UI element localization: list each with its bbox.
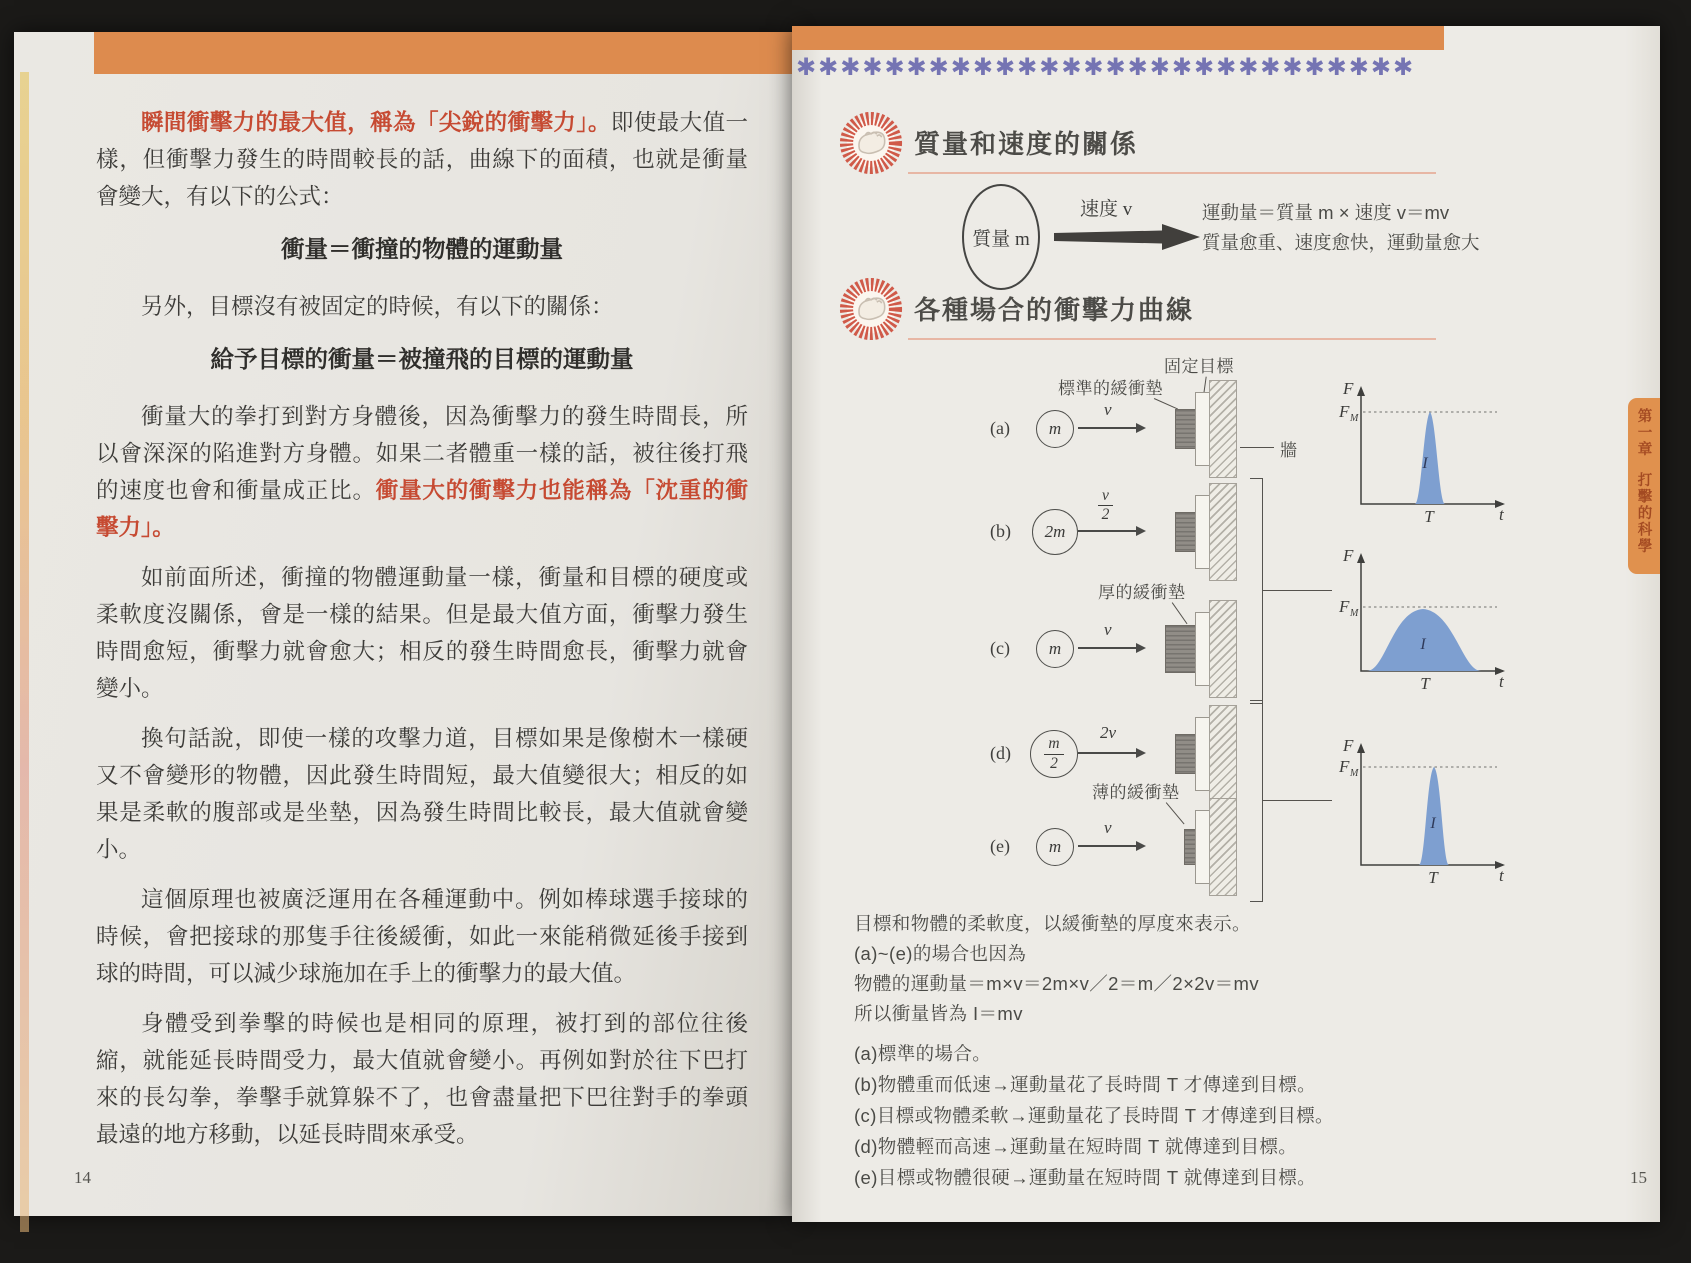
- momentum-arrow-icon: [1054, 224, 1200, 250]
- mass-circle-diagram: 質量 m: [962, 184, 1040, 290]
- speed-label: v: [1104, 400, 1112, 419]
- page-edge-color-strip: [20, 72, 29, 1232]
- speed-label: 2v: [1100, 723, 1117, 742]
- diagram-note-line3: 物體的運動量＝m×v＝2m×v／2＝m／2×2v＝mv: [854, 973, 1260, 994]
- highlight-heavy-impact-force: 衝量大的衝擊力也能稱為「沈重的衝擊力」。: [96, 478, 748, 540]
- left-page-body: [96, 104, 748, 1166]
- axis-label-F: F: [1343, 736, 1354, 755]
- wall-hatch: [1209, 600, 1237, 698]
- axis-label-F: F: [1343, 546, 1354, 565]
- case-label: (c): [990, 638, 1010, 658]
- fraction-numerator: v: [1098, 488, 1113, 506]
- momentum-formula-line2: 質量愈重、速度愈快，運動量愈大: [1202, 232, 1480, 253]
- top-orange-band-left: [94, 32, 792, 74]
- axis-label-FM: F: [1339, 402, 1350, 421]
- paragraph-boxing-application: 身體受到拳擊的時候也是相同的原理，被打到的部位往後縮，就能延長時間受力，最大值就會變小。再例如對於往下巴打來的長勾拳，拳擊手就算躲不了，也會盡量把下巴往對手的拳頭最遠的地方移動，以延長時間來承受。: [96, 1011, 748, 1147]
- cushion-standard: [1175, 734, 1197, 774]
- axis-label-FM: F: [1339, 757, 1350, 776]
- chapter-tab-number: 第一章: [1635, 408, 1652, 458]
- case-label: (b): [990, 521, 1011, 541]
- case-label: (d): [990, 743, 1011, 763]
- axis-label-FM: F: [1339, 597, 1350, 616]
- paragraph-sports-application: 這個原理也被廣泛運用在各種運動中。例如棒球選手接球的時候，會把接球的那隻手往後緩衝，如此一來能稍微延後手接到球的時間，可以減少球施加在手上的衝擊力的最大值。: [96, 887, 748, 986]
- page-number-right: 15: [1630, 1168, 1647, 1187]
- speed-label: v: [1104, 818, 1112, 837]
- fixed-target-label: 固定目標: [1164, 357, 1234, 376]
- mass-circle: m: [1036, 410, 1074, 448]
- top-orange-band-right: [792, 26, 1444, 50]
- fist-badge-icon: [838, 276, 904, 342]
- duration-label-T: T: [1428, 868, 1438, 887]
- mass-circle: 2m: [1032, 509, 1078, 555]
- star-border: ✱✱✱✱✱✱✱✱✱✱✱✱✱✱✱✱✱✱✱✱✱✱✱✱✱✱✱✱: [796, 53, 1416, 81]
- paragraph-text: 即使最大值一樣，但衝擊力發生的時間較長的話，曲線下的面積，也就是衝量會變大，有以下的公式：: [96, 110, 748, 209]
- velocity-arrow-label: 速度 v: [1080, 199, 1133, 220]
- diagram-note-line2: (a)~(e)的場合也因為: [854, 943, 1027, 964]
- cushion-thick: [1165, 625, 1197, 673]
- velocity-arrow-icon: [1078, 530, 1144, 532]
- area-label-I: I: [1420, 636, 1426, 653]
- legend-line-c: (c)目標或物體柔軟→運動量花了長時間 T 才傳達到目標。: [854, 1105, 1334, 1126]
- formula-impulse-momentum: 衝量＝衝撞的物體的運動量: [281, 237, 563, 263]
- momentum-formula-line1: 運動量＝質量 m × 速度 v＝mv: [1202, 202, 1450, 223]
- fraction-denominator: 2: [1050, 754, 1058, 772]
- momentum-formula: [1202, 198, 1480, 258]
- wall-hatch: [1209, 798, 1237, 896]
- wall-hatch: [1209, 380, 1237, 478]
- standard-cushion-label: 標準的緩衝墊: [1058, 379, 1163, 398]
- force-time-graph-a: [1337, 376, 1512, 536]
- pointer-line: [1171, 602, 1187, 624]
- fraction-numerator: m: [1044, 736, 1063, 754]
- case-label: (a): [990, 418, 1010, 438]
- case-label: (e): [990, 836, 1010, 856]
- legend-line-d: (d)物體輕而高速→運動量在短時間 T 就傳達到目標。: [854, 1136, 1298, 1157]
- force-time-graph-bc: [1337, 541, 1512, 703]
- bracket-connector: [1262, 800, 1332, 801]
- cushion-standard: [1175, 512, 1197, 552]
- force-time-graph-de: [1337, 733, 1512, 895]
- mass-circle: m: [1036, 828, 1074, 866]
- axis-label-t: t: [1499, 505, 1504, 524]
- fraction-denominator: 2: [1101, 506, 1110, 524]
- legend-line-b: (b)物體重而低速→運動量花了長時間 T 才傳達到目標。: [854, 1074, 1317, 1095]
- section-title-impact-curves: 各種場合的衝擊力曲線: [914, 295, 1195, 325]
- thick-cushion-label: 厚的緩衝墊: [1098, 583, 1186, 602]
- paragraph-duration-vs-peak: 如前面所述，衝撞的物體運動量一樣，衝量和目標的硬度或柔軟度沒關係，會是一樣的結果。但是最大值方面，衝擊力發生時間愈短，衝擊力就會愈大；相反的發生時間愈長，衝擊力就會變小。: [96, 565, 748, 701]
- axis-label-FM-sub: M: [1350, 768, 1359, 779]
- paragraph-text: 衝量大的拳打到對方身體後，因為衝擊力的發生時間長，所以會深深的陷進對方身體。如果二者體重一樣的話，被往後打飛的速度也會和衝量成正比。: [96, 404, 748, 503]
- velocity-arrow-icon: [1078, 752, 1144, 754]
- section-underline: [908, 338, 1436, 340]
- legend-line-e: (e)目標或物體很硬→運動量在短時間 T 就傳達到目標。: [854, 1167, 1317, 1188]
- page-number-left: 14: [74, 1168, 91, 1187]
- velocity-arrow-icon: [1078, 647, 1144, 649]
- axis-label-FM-sub: M: [1350, 413, 1359, 424]
- paragraph-hard-vs-soft-target: 換句話說，即使一樣的攻擊力道，目標如果是像樹木一樣硬又不會變形的物體，因此發生時間短，最大值變很大；相反的如果是柔軟的腹部或是坐墊，因為發生時間比較長，最大值就會變小。: [96, 726, 748, 862]
- paragraph-unfixed-target: 另外，目標沒有被固定的時候，有以下的關係：: [141, 294, 614, 319]
- formula-impulse-target-momentum: 給予目標的衝量＝被撞飛的目標的運動量: [210, 347, 634, 373]
- area-label-I: I: [1422, 455, 1428, 472]
- mass-circle: m: [1036, 630, 1074, 668]
- mass-circle-fraction: [1030, 730, 1078, 778]
- chapter-tab-title: 打擊的科學: [1635, 471, 1652, 554]
- pointer-line: [1240, 447, 1274, 448]
- mass-fraction: [1044, 736, 1063, 772]
- wall-hatch: [1209, 705, 1237, 803]
- velocity-arrow-icon: [1078, 845, 1144, 847]
- paragraph-heavy-impact: [96, 398, 748, 546]
- fist-badge-icon: [838, 110, 904, 176]
- wall-label: 牆: [1280, 441, 1298, 460]
- duration-label-T: T: [1424, 507, 1434, 526]
- bracket-connector: [1262, 590, 1332, 591]
- area-label-I: I: [1430, 815, 1436, 832]
- axis-label-FM-sub: M: [1350, 608, 1359, 619]
- speed-label: v: [1104, 620, 1112, 639]
- axis-label-t: t: [1499, 672, 1504, 691]
- left-page: [14, 32, 792, 1216]
- paragraph-sharp-impact: [96, 104, 748, 215]
- axis-label-t: t: [1499, 866, 1504, 885]
- axis-label-F: F: [1343, 379, 1354, 398]
- speed-fraction: [1098, 488, 1113, 524]
- cushion-standard: [1175, 409, 1197, 449]
- section-underline: [908, 172, 1436, 174]
- diagram-note-line4: 所以衝量皆為 I＝mv: [854, 1003, 1023, 1024]
- diagram-note-line1: 目標和物體的柔軟度，以緩衝墊的厚度來表示。: [854, 913, 1251, 934]
- section-title-mass-velocity: 質量和速度的關係: [914, 129, 1139, 159]
- thin-cushion-label: 薄的緩衝墊: [1092, 783, 1180, 802]
- pointer-line: [1165, 802, 1184, 824]
- duration-label-T: T: [1420, 674, 1430, 693]
- legend-line-a: (a)標準的場合。: [854, 1043, 992, 1064]
- wall-hatch: [1209, 483, 1237, 581]
- right-page: [792, 26, 1660, 1222]
- highlight-sharp-impact-force: 瞬間衝擊力的最大值，稱為「尖銳的衝擊力」。: [141, 110, 611, 135]
- velocity-arrow-icon: [1078, 427, 1144, 429]
- chapter-tab: [1628, 398, 1660, 574]
